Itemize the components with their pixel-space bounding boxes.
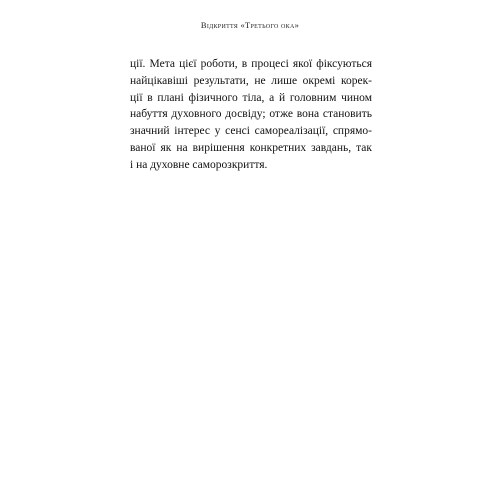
paragraph-line: набуття духовного досвіду; отже вона становить (130, 108, 372, 121)
running-head-title: Відкриття «Третього ока» (200, 20, 300, 30)
body-paragraph (130, 56, 372, 174)
paragraph-line: значний інтерес у сенсі самореалізації, спрямо- (130, 125, 372, 138)
paragraph-line: і на духовне саморозкриття. (130, 158, 268, 171)
paragraph-line: ції. Мета цієї роботи, в процесі якої фіксуються (130, 58, 372, 70)
paragraph-line: ції в плані фізичного тіла, а й головним чином (130, 91, 372, 104)
paragraph-line: ваної як на вирішення конкретних завдань, так (130, 141, 372, 154)
paragraph-line: найцікавіші результати, не лише окремі корек- (130, 74, 372, 87)
